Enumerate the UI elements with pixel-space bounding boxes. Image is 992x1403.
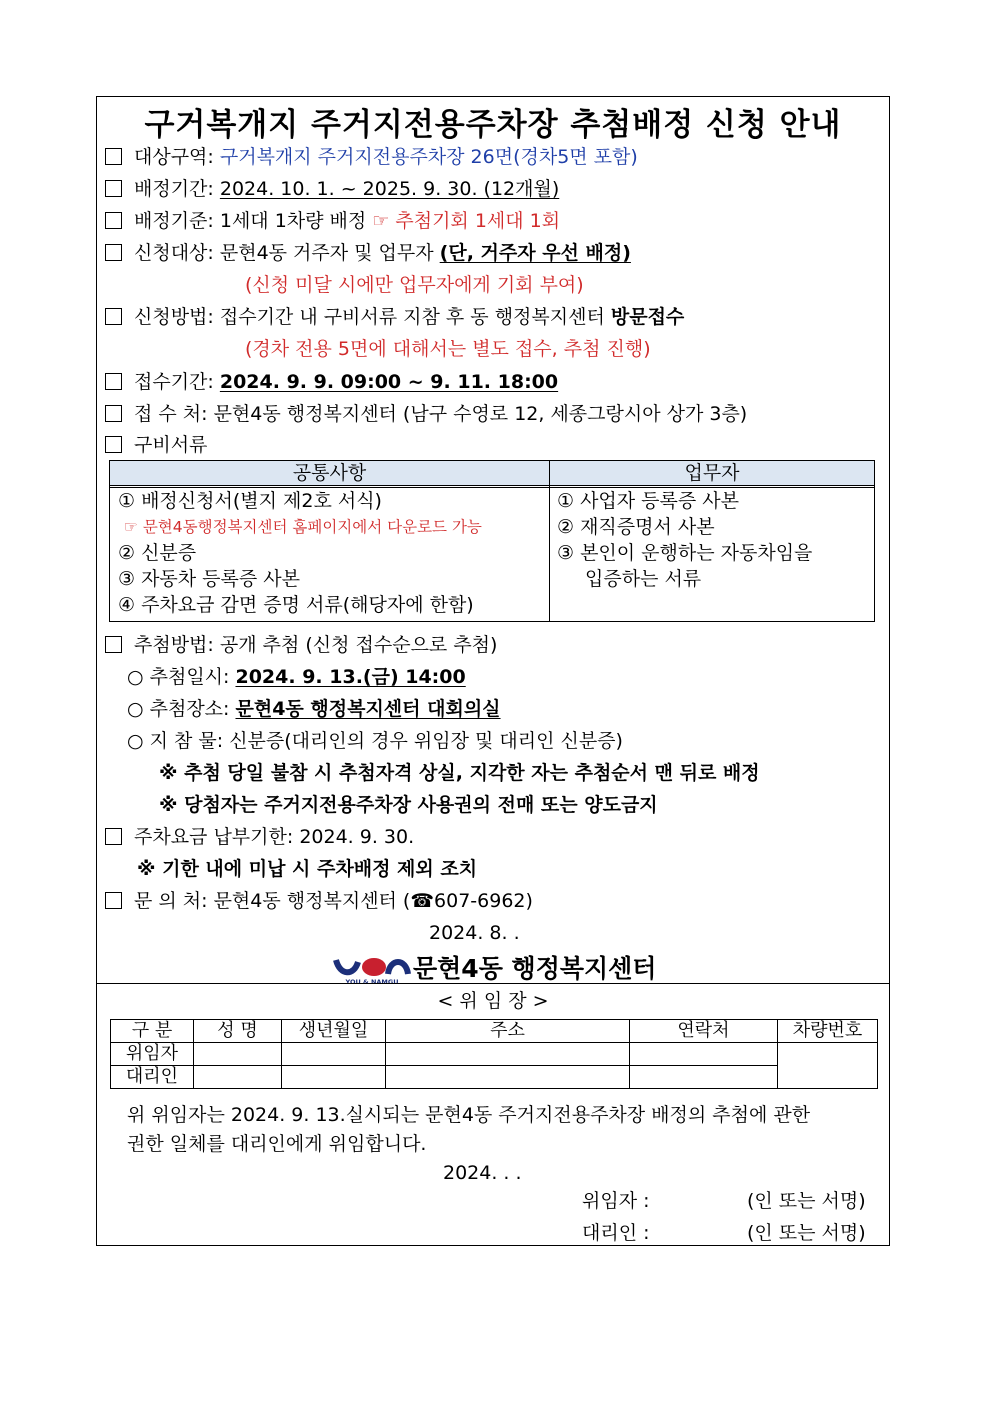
period-value: 2024. 10. 1. ~ 2025. 9. 30. (12개월) <box>219 178 560 200</box>
table-header: 성 명 <box>194 1020 282 1043</box>
criteria-note: 추첨기회 1세대 1회 <box>395 210 561 232</box>
lottery-method-row: 추첨방법: 공개 추첨 (신청 접수순으로 추첨) <box>105 633 497 657</box>
criteria-row: 배정기준: 1세대 1차량 배정 ☞ 추첨기회 1세대 1회 <box>105 209 560 233</box>
table-header: 생년월일 <box>282 1020 386 1043</box>
agent-label: 대리인 : <box>582 1222 650 1244</box>
method-visit: 방문접수 <box>610 306 685 328</box>
lottery-date-value: 2024. 9. 13.(금) 14:00 <box>235 666 466 688</box>
proxy-date: 2024. . . <box>443 1162 522 1184</box>
agent-sign: (인 또는 서명) <box>747 1222 866 1244</box>
lottery-note: ※ 추첨 당일 불참 시 추첨자격 상실, 지각한 자는 추첨순서 맨 뒤로 배정 <box>159 762 760 784</box>
common-header: 공통사항 <box>110 461 550 486</box>
name-cell[interactable] <box>194 1043 282 1066</box>
business-item: 입증하는 서류 <box>585 568 702 590</box>
pointing-hand-icon: ☞ <box>372 210 396 232</box>
phone-cell[interactable] <box>630 1066 778 1089</box>
payment-row: 주차요금 납부기한: 2024. 9. 30. <box>105 825 414 849</box>
name-cell[interactable] <box>194 1066 282 1089</box>
business-item: ① 사업자 등록증 사본 <box>557 490 739 512</box>
common-item: ② 신분증 <box>118 542 197 564</box>
common-item-note: ☞ 문현4동행정복지센터 홈페이지에서 다운로드 가능 <box>124 518 482 536</box>
eligible-note: (신청 미달 시에만 업무자에게 기회 부여) <box>245 274 584 296</box>
lottery-bring-row: ○ 지 참 물: 신분증(대리인의 경우 위임장 및 대리인 신분증) <box>127 730 623 752</box>
common-item: ① 배정신청서(별지 제2호 서식) <box>118 490 382 512</box>
common-item: ③ 자동차 등록증 사본 <box>118 568 300 590</box>
checkbox-icon <box>105 373 122 390</box>
checkbox-icon <box>105 212 122 229</box>
section-divider <box>97 983 889 984</box>
business-item: ③ 본인이 운행하는 자동차임을 <box>557 542 813 564</box>
plate-cell[interactable] <box>778 1043 878 1089</box>
checkbox-icon <box>105 308 122 325</box>
logo-text: YOU & NAMGU <box>345 978 399 986</box>
delegator-sign: (인 또는 서명) <box>747 1190 866 1212</box>
payment-note: ※ 기한 내에 미납 시 주차배정 제외 조치 <box>137 858 478 880</box>
docs-row: 구비서류 <box>105 433 207 457</box>
lottery-place-row: ○ 추첨장소: 문현4동 행정복지센터 대회의실 <box>127 698 501 720</box>
checkbox-icon <box>105 180 122 197</box>
address-cell[interactable] <box>386 1043 630 1066</box>
checkbox-icon <box>105 436 122 453</box>
period-row: 배정기간: 2024. 10. 1. ~ 2025. 9. 30. (12개월) <box>105 177 559 201</box>
method-note: (경차 전용 5면에 대해서는 별도 접수, 추첨 진행) <box>245 338 651 360</box>
proxy-text: 위 위임자는 2024. 9. 13.실시되는 문현4동 주거지전용주차장 배정의 추첨에 관한 <box>127 1104 811 1126</box>
receipt-value: 2024. 9. 9. 09:00 ~ 9. 11. 18:00 <box>219 371 559 393</box>
business-item: ② 재직증명서 사본 <box>557 516 715 538</box>
proxy-text: 권한 일체를 대리인에게 위임합니다. <box>127 1133 427 1155</box>
namgu-logo <box>332 954 412 986</box>
table-header: 주소 <box>386 1020 630 1043</box>
checkbox-icon <box>105 828 122 845</box>
org-name: 문현4동 행정복지센터 <box>413 954 657 983</box>
method-row: 신청방법: 접수기간 내 구비서류 지참 후 동 행정복지센터 방문접수 <box>105 305 684 329</box>
checkbox-icon <box>105 892 122 909</box>
checkbox-icon <box>105 636 122 653</box>
target-area-value: 구거복개지 주거지전용주차장 26면(경차5면 포함) <box>219 146 638 168</box>
office-row: 접 수 처: 문현4동 행정복지센터 (남구 수영로 12, 세종그랑시아 상가 3층) <box>105 402 747 426</box>
proxy-title: < 위 임 장 > <box>437 990 549 1012</box>
row-label: 위임자 <box>111 1043 194 1066</box>
lottery-note: ※ 당첨자는 주거지전용주차장 사용권의 전매 또는 양도금지 <box>159 794 658 816</box>
table-header: 구 분 <box>111 1020 194 1043</box>
lottery-date-row: ○ 추첨일시: 2024. 9. 13.(금) 14:00 <box>127 666 466 688</box>
lottery-place-value: 문현4동 행정복지센터 대회의실 <box>235 698 501 720</box>
table-row <box>111 1020 878 1043</box>
header-divider <box>110 487 874 488</box>
table-header: 연락처 <box>630 1020 778 1043</box>
notice-frame <box>96 96 890 1246</box>
common-item: ④ 주차요금 감면 증명 서류(해당자에 한함) <box>118 594 474 616</box>
business-header: 업무자 <box>550 461 874 486</box>
requirements-table <box>109 460 875 622</box>
notice-date: 2024. 8. . <box>429 922 520 944</box>
column-divider <box>549 461 550 621</box>
proxy-table <box>110 1019 878 1089</box>
birth-cell[interactable] <box>282 1043 386 1066</box>
contact-row: 문 의 처: 문현4동 행정복지센터 (☎607-6962) <box>105 889 533 913</box>
page-title: 구거복개지 주거지전용주차장 추첨배정 신청 안내 <box>144 107 842 143</box>
target-area-row: 대상구역: 구거복개지 주거지전용주차장 26면(경차5면 포함) <box>105 145 638 169</box>
checkbox-icon <box>105 405 122 422</box>
row-label: 대리인 <box>111 1066 194 1089</box>
table-row <box>111 1043 878 1066</box>
delegator-label: 위임자 : <box>582 1190 650 1212</box>
table-header: 차량번호 <box>778 1020 878 1043</box>
eligible-row: 신청대상: 문현4동 거주자 및 업무자 (단, 거주자 우선 배정) <box>105 241 631 265</box>
receipt-row: 접수기간: 2024. 9. 9. 09:00 ~ 9. 11. 18:00 <box>105 370 558 394</box>
birth-cell[interactable] <box>282 1066 386 1089</box>
checkbox-icon <box>105 244 122 261</box>
eligible-priority: (단, 거주자 우선 배정) <box>439 242 631 264</box>
address-cell[interactable] <box>386 1066 630 1089</box>
table-row <box>111 1066 878 1089</box>
phone-cell[interactable] <box>630 1043 778 1066</box>
checkbox-icon <box>105 148 122 165</box>
